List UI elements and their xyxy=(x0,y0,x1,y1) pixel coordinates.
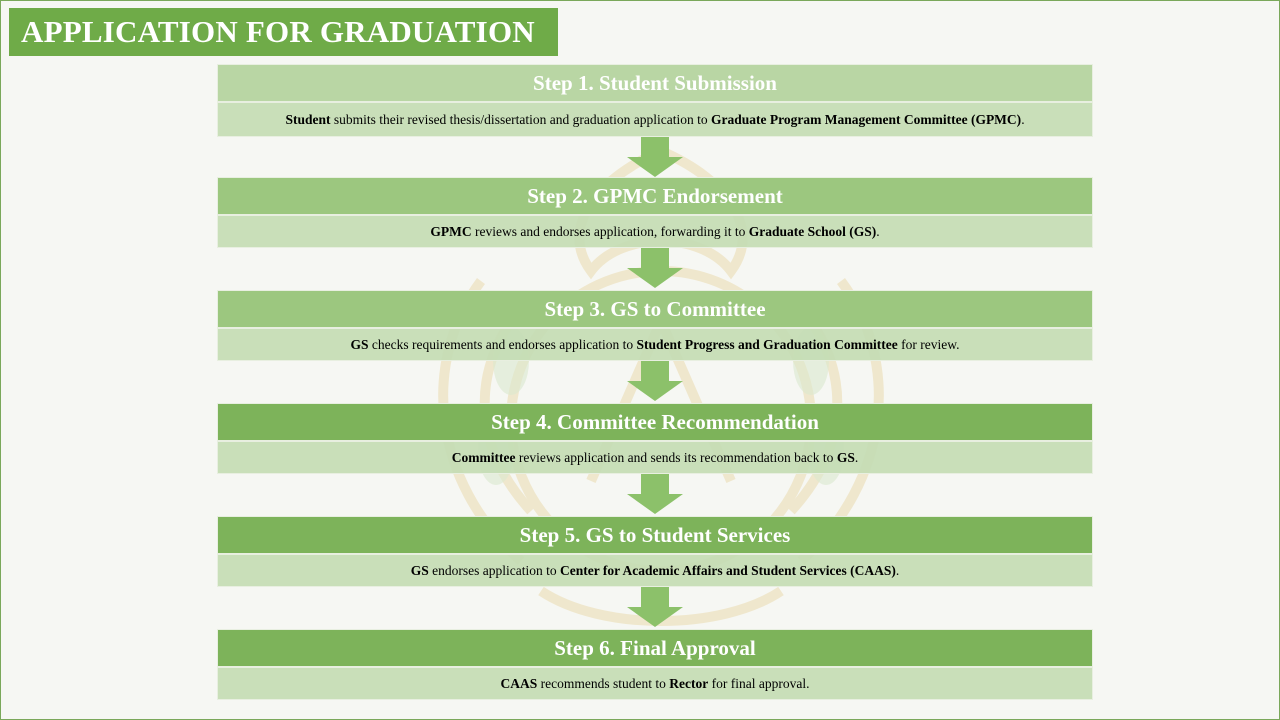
step-description-text xyxy=(350,337,959,353)
step-text: reviews application and sends its recommendation back to xyxy=(515,449,837,465)
step-heading: Step 4. Committee Recommendation xyxy=(217,403,1093,441)
step-box-4 xyxy=(217,403,1093,474)
step-description-text xyxy=(430,224,879,240)
step-box-3 xyxy=(217,290,1093,361)
step-text: . xyxy=(854,449,859,465)
step-keyword: Rector xyxy=(669,675,709,691)
step-description-text xyxy=(411,563,899,579)
step-keyword: GS xyxy=(410,562,429,578)
step-keyword: CAAS xyxy=(500,675,538,691)
step-keyword: GPMC xyxy=(430,223,472,239)
flow-arrow-down-icon xyxy=(627,248,683,288)
step-description-text xyxy=(452,450,858,466)
step-heading: Step 6. Final Approval xyxy=(217,629,1093,667)
flow-arrow-shape xyxy=(627,361,683,401)
step-keyword: Student Progress and Graduation Committee xyxy=(636,336,898,352)
step-text: for final approval. xyxy=(708,675,810,691)
step-keyword: Student xyxy=(285,111,331,127)
flow-arrow-shape xyxy=(627,137,683,177)
step-text: . xyxy=(895,562,900,578)
step-heading: Step 5. GS to Student Services xyxy=(217,516,1093,554)
step-keyword: GS xyxy=(836,449,855,465)
step-text: . xyxy=(1021,111,1025,127)
flow-arrow-down-icon xyxy=(627,587,683,627)
step-box-5 xyxy=(217,516,1093,587)
step-description xyxy=(217,328,1093,361)
step-description-text xyxy=(501,676,810,692)
step-text: reviews and endorses application, forwarding it to xyxy=(471,223,749,239)
flow-arrow-down-icon xyxy=(627,474,683,514)
flow-arrow-down-icon xyxy=(627,361,683,401)
flow-arrow-down-icon xyxy=(627,137,683,177)
page-title: APPLICATION FOR GRADUATION xyxy=(21,14,535,49)
step-keyword: Center for Academic Affairs and Student Services (CAAS) xyxy=(560,562,896,578)
step-description xyxy=(217,554,1093,587)
step-keyword: Graduate School (GS) xyxy=(748,223,877,239)
step-box-6 xyxy=(217,629,1093,700)
step-text: submits their revised thesis/dissertation and graduation application to xyxy=(330,111,712,127)
step-description xyxy=(217,102,1093,137)
step-heading: Step 3. GS to Committee xyxy=(217,290,1093,328)
step-text: checks requirements and endorses application to xyxy=(368,336,637,352)
step-box-2 xyxy=(217,177,1093,248)
step-description xyxy=(217,441,1093,474)
flow-arrow-shape xyxy=(627,248,683,288)
step-description-text xyxy=(285,112,1024,128)
step-description xyxy=(217,667,1093,700)
step-text: for review. xyxy=(897,336,960,352)
title-banner xyxy=(9,8,558,56)
step-keyword: Committee xyxy=(451,449,516,465)
flow-arrow-shape xyxy=(627,587,683,627)
step-heading: Step 1. Student Submission xyxy=(217,64,1093,102)
step-keyword: Graduate Program Management Committee (GPMC) xyxy=(711,111,1022,127)
step-description xyxy=(217,215,1093,248)
step-text: endorses application to xyxy=(428,562,560,578)
step-text: recommends student to xyxy=(537,675,670,691)
step-keyword: GS xyxy=(350,336,369,352)
step-heading: Step 2. GPMC Endorsement xyxy=(217,177,1093,215)
flow-arrow-shape xyxy=(627,474,683,514)
step-text: . xyxy=(876,223,880,239)
step-box-1 xyxy=(217,64,1093,137)
